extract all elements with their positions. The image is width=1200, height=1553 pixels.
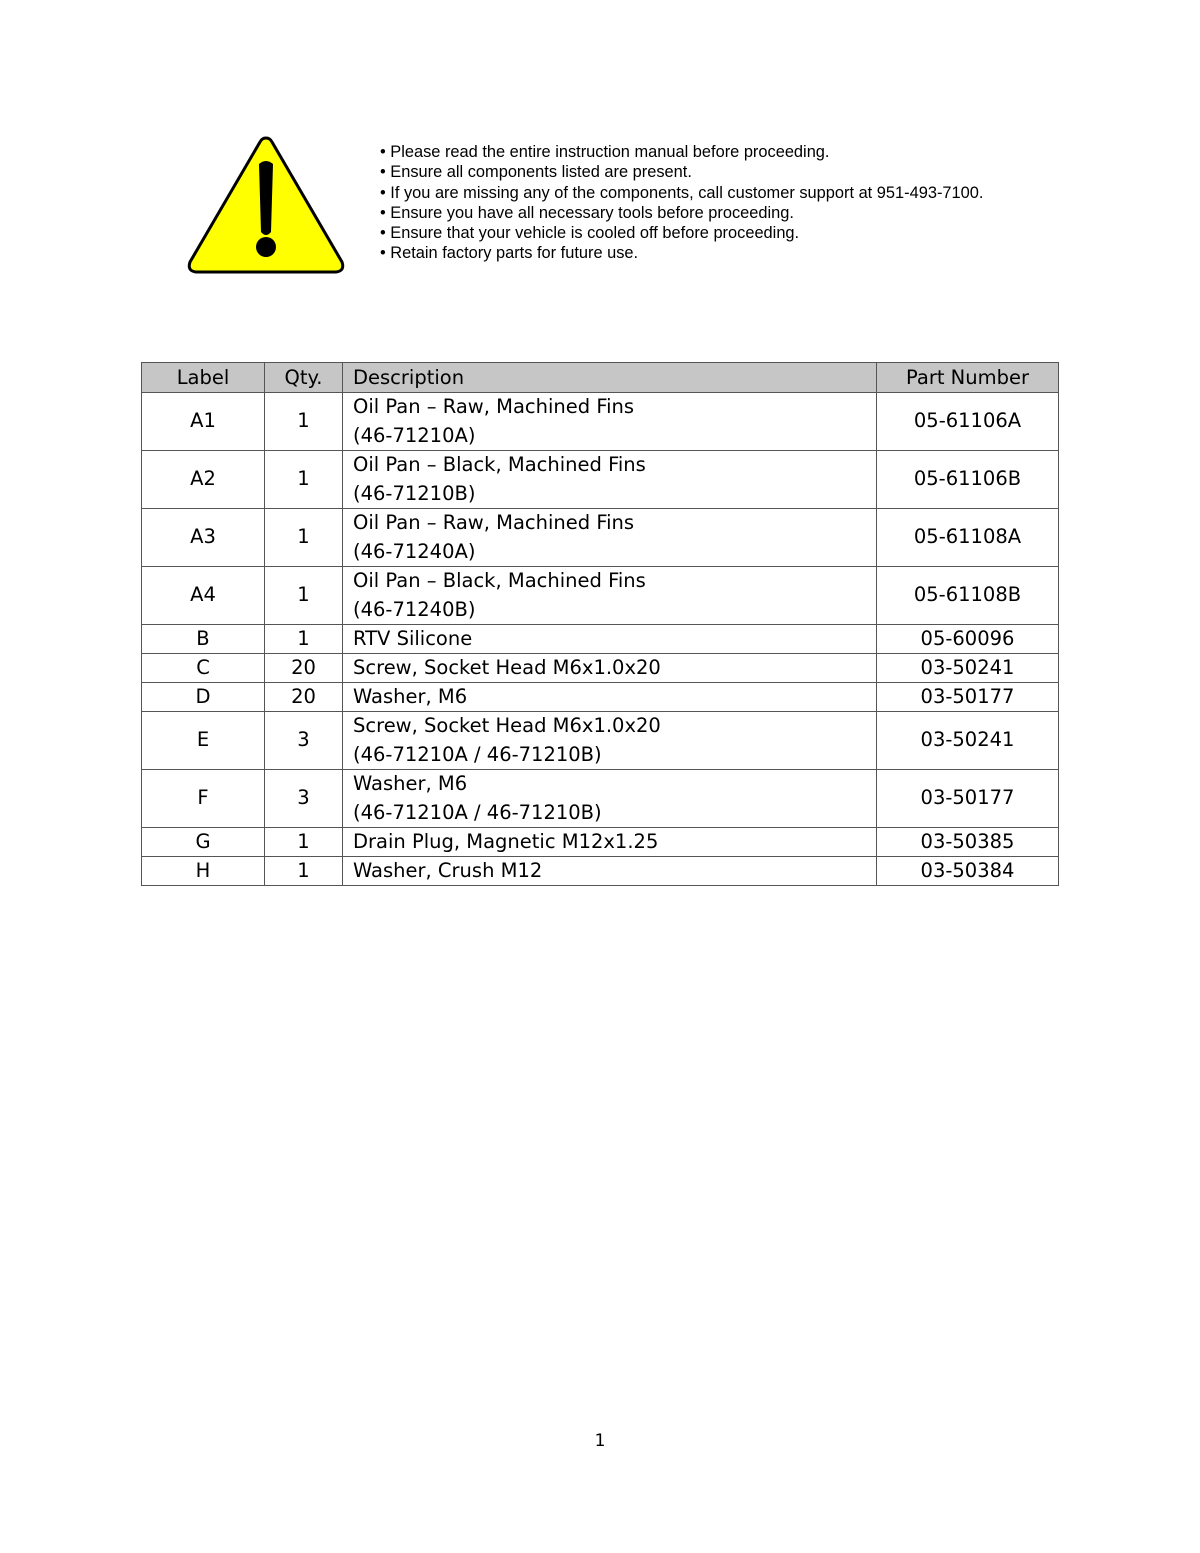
table-row [142, 857, 1059, 886]
note-item: • Retain factory parts for future use. [380, 243, 983, 263]
description-line: Oil Pan – Black, Machined Fins [353, 453, 646, 476]
cell-part-number: 05-61106A [877, 393, 1059, 451]
cell-qty: 1 [265, 509, 343, 567]
note-item: • If you are missing any of the components, call customer support at 951-493-7100. [380, 183, 983, 203]
table-row [142, 393, 1059, 451]
note-item: • Please read the entire instruction manual before proceeding. [380, 142, 983, 162]
cell-part-number: 05-61106B [877, 451, 1059, 509]
cell-description [343, 451, 877, 509]
table-row [142, 828, 1059, 857]
cell-label: B [142, 625, 265, 654]
cell-part-number: 05-61108A [877, 509, 1059, 567]
table-row [142, 654, 1059, 683]
header-description: Description [343, 363, 877, 393]
cell-description [343, 509, 877, 567]
cell-label: C [142, 654, 265, 683]
table-row [142, 770, 1059, 828]
cell-part-number: 03-50385 [877, 828, 1059, 857]
cell-description [343, 654, 877, 683]
cell-description [343, 625, 877, 654]
description-line: Drain Plug, Magnetic M12x1.25 [353, 830, 659, 853]
cell-qty: 1 [265, 625, 343, 654]
description-subline: (46-71210B) [353, 481, 476, 505]
description-subline: (46-71210A) [353, 423, 476, 447]
description-line: RTV Silicone [353, 627, 473, 650]
cell-part-number: 03-50177 [877, 683, 1059, 712]
cell-label: A2 [142, 451, 265, 509]
cell-description [343, 770, 877, 828]
cell-qty: 1 [265, 567, 343, 625]
parts-table [141, 362, 1059, 886]
warning-triangle-icon [186, 134, 346, 276]
table-row [142, 683, 1059, 712]
cell-label: D [142, 683, 265, 712]
description-subline: (46-71240A) [353, 539, 476, 563]
cell-qty: 20 [265, 683, 343, 712]
cell-label: F [142, 770, 265, 828]
cell-part-number: 05-61108B [877, 567, 1059, 625]
cell-qty: 1 [265, 828, 343, 857]
cell-description [343, 712, 877, 770]
description-subline: (46-71210A / 46-71210B) [353, 800, 602, 824]
description-line: Oil Pan – Raw, Machined Fins [353, 511, 635, 534]
header-qty: Qty. [265, 363, 343, 393]
cell-qty: 1 [265, 393, 343, 451]
table-row [142, 567, 1059, 625]
cell-label: G [142, 828, 265, 857]
description-line: Oil Pan – Raw, Machined Fins [353, 395, 635, 418]
cell-part-number: 03-50241 [877, 712, 1059, 770]
description-line: Oil Pan – Black, Machined Fins [353, 569, 646, 592]
cell-part-number: 03-50177 [877, 770, 1059, 828]
cell-qty: 3 [265, 770, 343, 828]
table-row [142, 712, 1059, 770]
cell-qty: 1 [265, 857, 343, 886]
header-label: Label [142, 363, 265, 393]
page-number: 1 [594, 1431, 606, 1451]
cell-part-number: 03-50241 [877, 654, 1059, 683]
note-item: • Ensure all components listed are present. [380, 162, 983, 182]
note-item: • Ensure that your vehicle is cooled off before proceeding. [380, 223, 983, 243]
safety-notes-list [380, 142, 983, 264]
description-line: Screw, Socket Head M6x1.0x20 [353, 656, 661, 679]
cell-part-number: 05-60096 [877, 625, 1059, 654]
parts-table-body [142, 393, 1059, 886]
cell-label: A4 [142, 567, 265, 625]
note-item: • Ensure you have all necessary tools before proceeding. [380, 203, 983, 223]
description-line: Washer, M6 [353, 772, 468, 795]
cell-label: H [142, 857, 265, 886]
description-subline: (46-71240B) [353, 597, 476, 621]
table-row [142, 451, 1059, 509]
description-subline: (46-71210A / 46-71210B) [353, 742, 602, 766]
description-line: Washer, Crush M12 [353, 859, 543, 882]
header-part-number: Part Number [877, 363, 1059, 393]
description-line: Washer, M6 [353, 685, 468, 708]
table-row [142, 625, 1059, 654]
cell-description [343, 393, 877, 451]
cell-label: A1 [142, 393, 265, 451]
cell-part-number: 03-50384 [877, 857, 1059, 886]
cell-qty: 20 [265, 654, 343, 683]
cell-description [343, 857, 877, 886]
cell-label: E [142, 712, 265, 770]
table-row [142, 509, 1059, 567]
cell-description [343, 828, 877, 857]
cell-qty: 3 [265, 712, 343, 770]
description-line: Screw, Socket Head M6x1.0x20 [353, 714, 661, 737]
cell-description [343, 683, 877, 712]
table-header-row [142, 363, 1059, 393]
cell-qty: 1 [265, 451, 343, 509]
cell-description [343, 567, 877, 625]
cell-label: A3 [142, 509, 265, 567]
